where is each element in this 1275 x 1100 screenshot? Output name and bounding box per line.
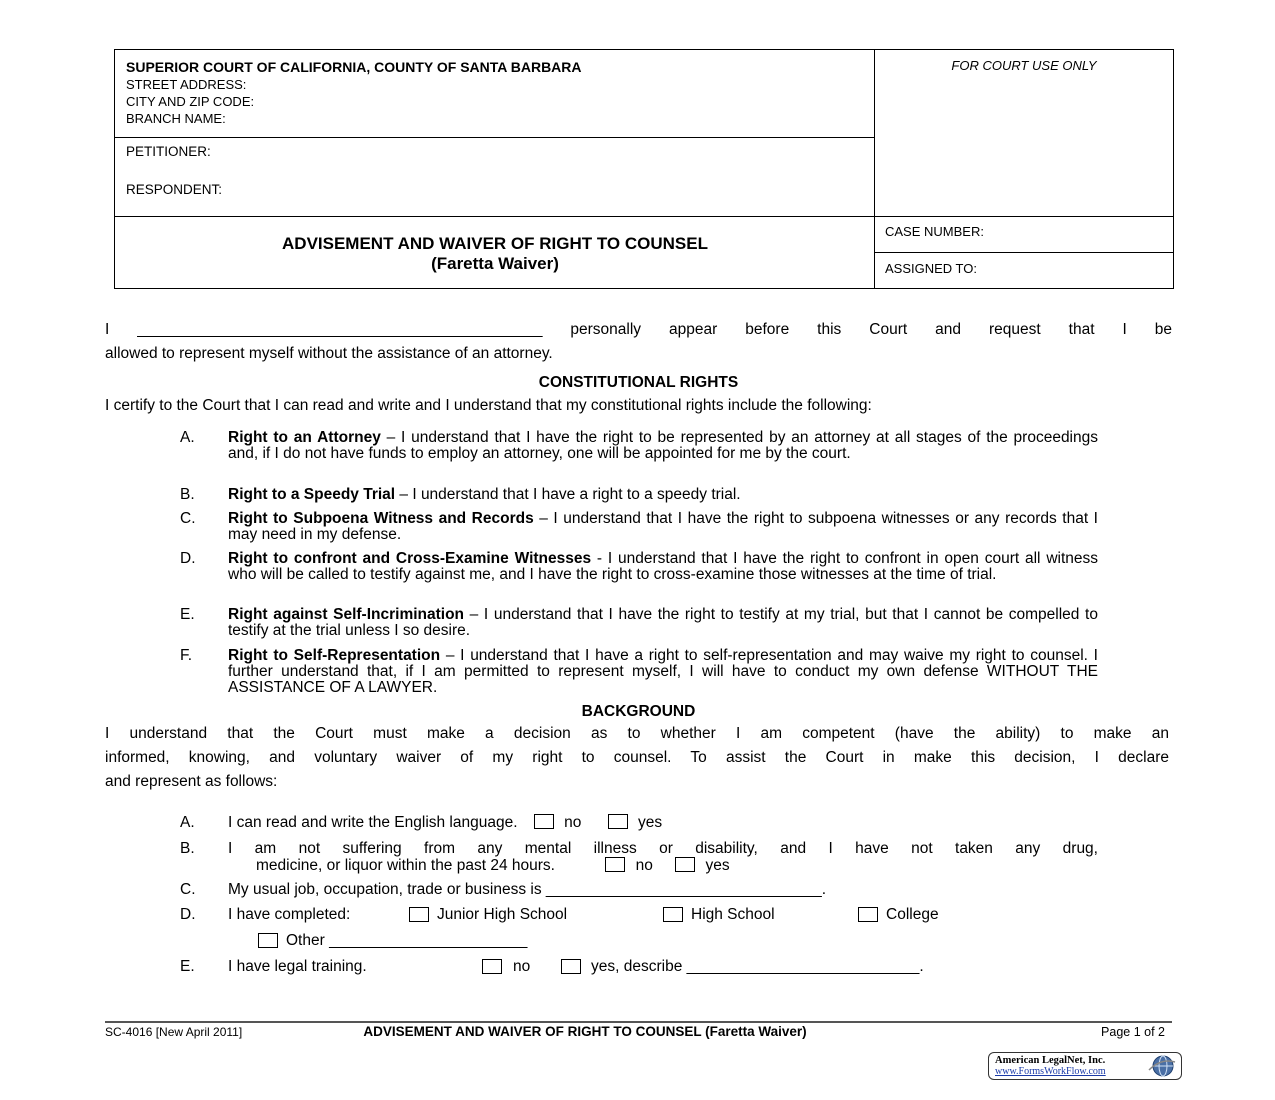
- college-label: College: [886, 906, 939, 923]
- court-use-cell: [875, 50, 1173, 217]
- assigned-to-label: ASSIGNED TO:: [885, 261, 977, 276]
- footer-rule: [105, 1021, 1172, 1023]
- footer-title: ADVISEMENT AND WAIVER OF RIGHT TO COUNSEL (Faretta Waiver): [363, 1024, 807, 1039]
- constitutional-rights-heading: CONSTITUTIONAL RIGHTS: [538, 374, 739, 391]
- caption-table: [114, 49, 1174, 289]
- form-subtitle: (Faretta Waiver): [431, 254, 559, 273]
- question-label: E.: [180, 958, 195, 975]
- question-label: A.: [180, 814, 195, 831]
- item-title: Right against Self-Incrimination: [228, 606, 465, 623]
- case-number-cell: [875, 217, 1173, 253]
- checkbox-english-no[interactable]: [534, 814, 554, 829]
- checkbox-legal-training-yes[interactable]: [561, 959, 581, 974]
- city-zip-label: CITY AND ZIP CODE:: [126, 94, 255, 109]
- form-id: SC-4016 [New April 2011]: [105, 1025, 243, 1039]
- yes-label: yes: [705, 857, 730, 874]
- item-text: – I understand that I have the right to be represented by an attorney at all stages of the proceedings and, if I do not have funds to employ an attorney, one will be appointed for me by the court.: [228, 429, 1098, 462]
- background-para-line-2: informed, knowing, and voluntary waiver of my right to counsel. To assist the Court in make this decision, I declare: [105, 749, 1169, 766]
- checkbox-english-yes[interactable]: [608, 814, 628, 829]
- item-label: B.: [180, 486, 195, 503]
- question-label: D.: [180, 906, 196, 923]
- question-text: I have completed:: [228, 906, 351, 923]
- item-label: C.: [180, 510, 196, 527]
- title-cell: [115, 217, 875, 288]
- checkbox-impairment-no[interactable]: [605, 857, 625, 872]
- checkbox-other[interactable]: [258, 933, 278, 948]
- intro-line-1: I _______________________________________________ personally appear before this Court and request that I be: [105, 321, 1172, 338]
- question-text: I have legal training.: [228, 958, 367, 975]
- parties-cell: [115, 138, 875, 217]
- question-text: I am not suffering from any mental illness or disability, and I have not taken any drug,: [228, 840, 1098, 857]
- high-school-label: High School: [691, 906, 775, 923]
- case-number-label: CASE NUMBER:: [885, 224, 984, 239]
- question-text-2: medicine, or liquor within the past 24 hours.: [256, 857, 555, 874]
- item-label: F.: [180, 647, 193, 664]
- background-para-line-3: and represent as follows:: [105, 773, 278, 790]
- globe-icon: [1147, 1054, 1177, 1078]
- background-para-line-1: I understand that the Court must make a decision as to whether I am competent (have the ability) to make an: [105, 725, 1169, 742]
- logo-url[interactable]: www.FormsWorkFlow.com: [995, 1066, 1106, 1077]
- logo-name: American LegalNet, Inc.: [995, 1055, 1106, 1066]
- other-label: Other _______________________: [286, 932, 528, 949]
- item-title: Right to Self-Representation: [228, 647, 441, 664]
- question-text: I can read and write the English language.: [228, 814, 518, 831]
- respondent-label: RESPONDENT:: [126, 182, 223, 197]
- item-label: E.: [180, 606, 195, 623]
- court-info-cell: [115, 50, 875, 138]
- item-label: D.: [180, 550, 196, 567]
- item-text: – I understand that I have the right to testify at my trial, but that I cannot be compelled to testify at the trial unless I so desire.: [228, 606, 1098, 639]
- court-use-label: FOR COURT USE ONLY: [951, 58, 1097, 73]
- question-label: C.: [180, 881, 196, 898]
- page-number: Page 1 of 2: [1101, 1025, 1165, 1039]
- checkbox-impairment-yes[interactable]: [675, 857, 695, 872]
- branch-name-label: BRANCH NAME:: [126, 111, 226, 126]
- americanlegalnet-logo[interactable]: [988, 1052, 1182, 1080]
- junior-high-label: Junior High School: [437, 906, 568, 923]
- item-label: A.: [180, 429, 195, 446]
- form-title: ADVISEMENT AND WAIVER OF RIGHT TO COUNSEL: [282, 234, 708, 253]
- intro-line-2: allowed to represent myself without the assistance of an attorney.: [105, 345, 553, 362]
- question-text: My usual job, occupation, trade or business is ________________________________.: [228, 881, 827, 898]
- item-text: – I understand that I have a right to self-representation and may waive my right to counsel. I further understand that, if I am permitted to represent myself, I will have to conduct my own defense WITHOUT THE ASSISTANCE OF A LAWYER.: [228, 647, 1098, 696]
- item-text: - I understand that I have the right to confront in open court all witness who will be called to testify against me, and I have the right to cross-examine those witnesses at the time of trial.: [228, 550, 1098, 583]
- no-label: no: [513, 958, 531, 975]
- checkbox-legal-training-no[interactable]: [482, 959, 502, 974]
- street-address-label: STREET ADDRESS:: [126, 77, 247, 92]
- rights-lead: I certify to the Court that I can read and write and I understand that my constitutional rights include the following:: [105, 397, 872, 414]
- assigned-to-cell: [875, 253, 1173, 288]
- item-text: – I understand that I have the right to subpoena witnesses or any records that I may need in my defense.: [228, 510, 1098, 543]
- item-title: Right to an Attorney: [228, 429, 381, 446]
- checkbox-junior-high[interactable]: [409, 907, 429, 922]
- item-title: Right to a Speedy Trial: [228, 486, 396, 503]
- court-name: SUPERIOR COURT OF CALIFORNIA, COUNTY OF SANTA BARBARA: [126, 59, 582, 75]
- petitioner-label: PETITIONER:: [126, 144, 211, 159]
- checkbox-college[interactable]: [858, 907, 878, 922]
- item-text: – I understand that I have a right to a speedy trial.: [395, 486, 741, 503]
- no-label: no: [564, 814, 582, 831]
- item-title: Right to confront and Cross-Examine Witnesses: [228, 550, 592, 567]
- yes-label: yes: [638, 814, 663, 831]
- no-label: no: [635, 857, 653, 874]
- background-heading: BACKGROUND: [581, 703, 696, 720]
- yes-describe-label: yes, describe ___________________________.: [591, 958, 924, 975]
- item-title: Right to Subpoena Witness and Records: [228, 510, 534, 527]
- question-label: B.: [180, 840, 195, 857]
- checkbox-high-school[interactable]: [663, 907, 683, 922]
